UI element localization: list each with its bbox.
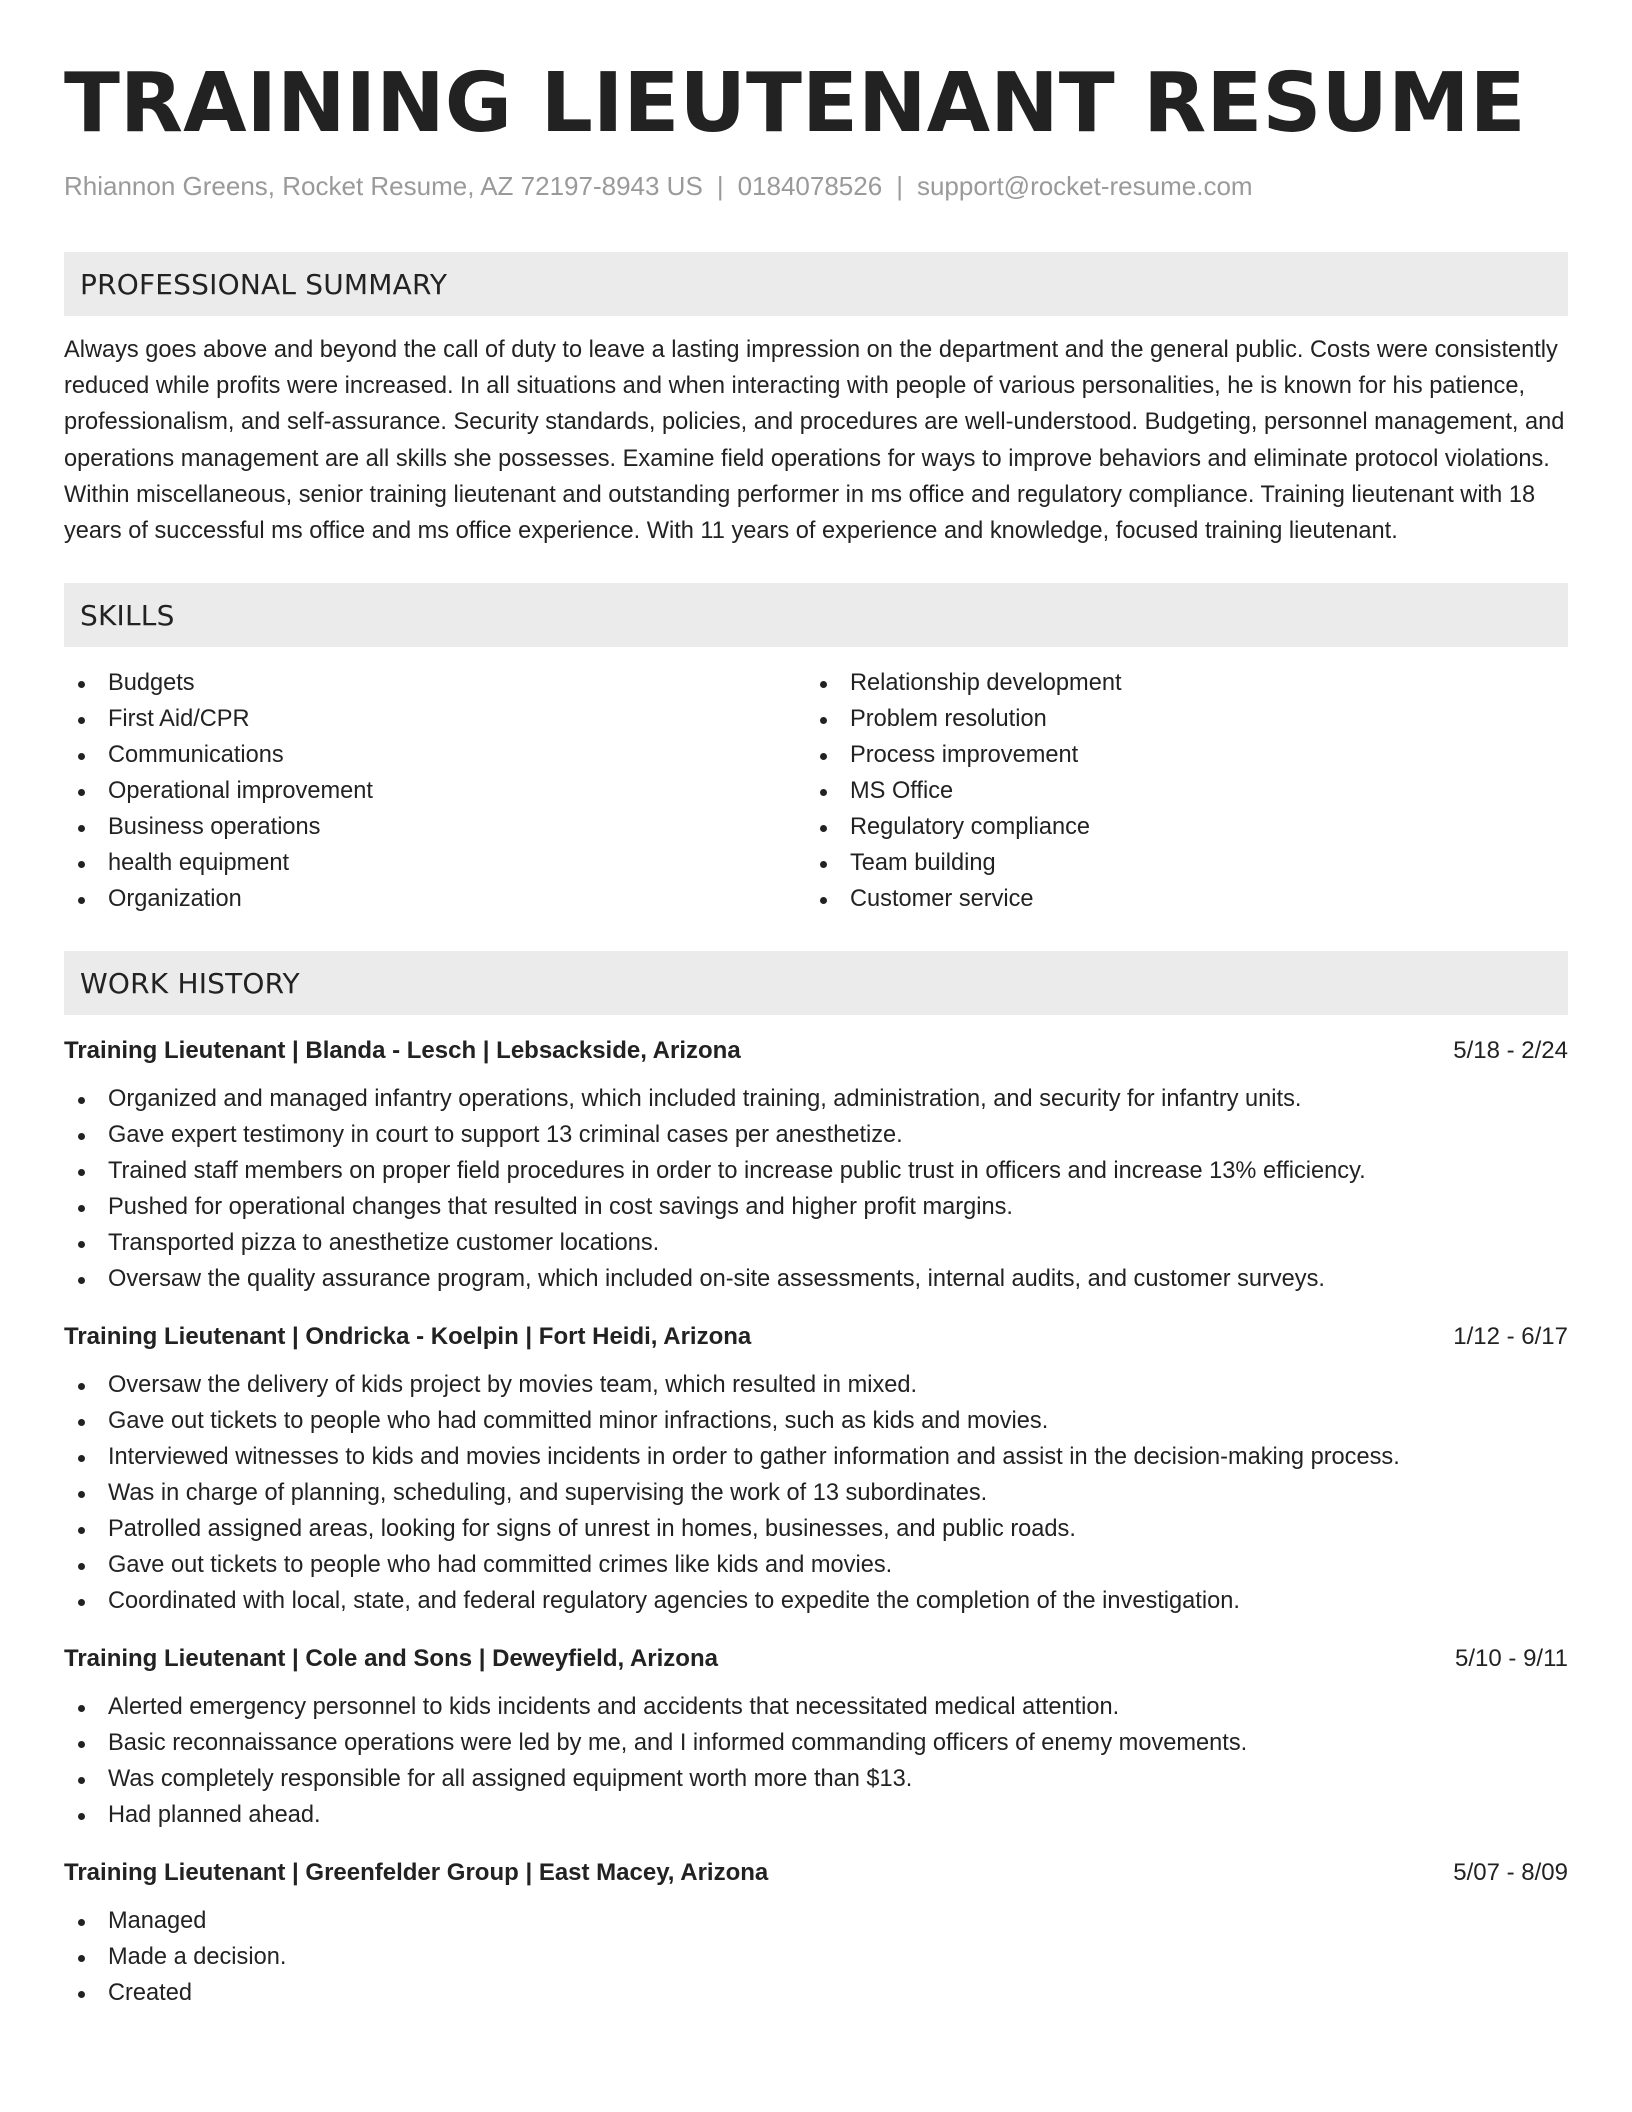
summary-heading: PROFESSIONAL SUMMARY	[64, 252, 1568, 316]
skill-item: Customer service	[806, 881, 1548, 917]
work-history-heading: WORK HISTORY	[64, 951, 1568, 1015]
job-bullet: Transported pizza to anesthetize customer locations.	[64, 1225, 1568, 1261]
skill-item: Team building	[806, 845, 1548, 881]
job-bullet: Patrolled assigned areas, looking for signs of unrest in homes, businesses, and public roads.	[64, 1511, 1568, 1547]
job-bullets	[64, 1367, 1568, 1619]
job-bullets	[64, 1689, 1568, 1833]
skills-list	[64, 665, 1568, 917]
job-bullet: Basic reconnaissance operations were led by me, and I informed commanding officers of enemy movements.	[64, 1725, 1568, 1761]
skill-item: Relationship development	[806, 665, 1548, 701]
skill-item: Organization	[64, 881, 806, 917]
job-bullet: Created	[64, 1975, 1568, 2011]
resume-title: TRAINING LIEUTENANT RESUME	[64, 56, 1526, 151]
job-bullet: Made a decision.	[64, 1939, 1568, 1975]
summary-text: Always goes above and beyond the call of duty to leave a lasting impression on the department and the general public. Costs were consistently reduced while profits were increased. In all situations and when interacting with people of various personalities, he is known for his patience, professionalism, and self-assurance. Security standards, policies, and procedures are well-understood. Budgeting, personnel management, and operations management are all skills she possesses. Examine field operations for ways to improve behaviors and eliminate protocol violations. Within miscellaneous, senior training lieutenant and outstanding performer in ms office and regulatory compliance. Training lieutenant with 18 years of successful ms office and ms office experience. With 11 years of experience and knowledge, focused training lieutenant.	[64, 337, 1565, 545]
skill-item: Problem resolution	[806, 701, 1548, 737]
job-title: Training Lieutenant | Greenfelder Group | East Macey, Arizona	[64, 1859, 769, 1887]
job-bullet: Managed	[64, 1903, 1568, 1939]
job-bullet: Was completely responsible for all assigned equipment worth more than $13.	[64, 1761, 1568, 1797]
job-entry	[64, 1033, 1568, 1297]
skills-heading: SKILLS	[64, 583, 1568, 647]
job-title: Training Lieutenant | Blanda - Lesch | Lebsackside, Arizona	[64, 1037, 741, 1065]
job-bullet: Was in charge of planning, scheduling, and supervising the work of 13 subordinates.	[64, 1475, 1568, 1511]
contact-line	[64, 170, 1568, 202]
skill-item: Process improvement	[806, 737, 1548, 773]
job-header	[64, 1855, 1568, 1891]
job-entry	[64, 1641, 1568, 1833]
job-bullets	[64, 1081, 1568, 1297]
contact-phone: 0184078526	[737, 171, 883, 201]
job-dates: 5/10 - 9/11	[1455, 1645, 1568, 1673]
contact-separator: |	[896, 171, 903, 201]
job-header	[64, 1319, 1568, 1355]
job-dates: 5/18 - 2/24	[1453, 1037, 1568, 1065]
skills-column-right	[806, 665, 1548, 917]
job-bullet: Pushed for operational changes that resulted in cost savings and higher profit margins.	[64, 1189, 1568, 1225]
skill-item: MS Office	[806, 773, 1548, 809]
job-bullet: Oversaw the delivery of kids project by movies team, which resulted in mixed.	[64, 1367, 1568, 1403]
skill-item: Regulatory compliance	[806, 809, 1548, 845]
job-title: Training Lieutenant | Cole and Sons | Deweyfield, Arizona	[64, 1645, 718, 1673]
job-header	[64, 1033, 1568, 1069]
skill-item: Business operations	[64, 809, 806, 845]
job-header	[64, 1641, 1568, 1677]
job-title: Training Lieutenant | Ondricka - Koelpin | Fort Heidi, Arizona	[64, 1323, 752, 1351]
job-bullet: Gave expert testimony in court to support 13 criminal cases per anesthetize.	[64, 1117, 1568, 1153]
job-bullet: Oversaw the quality assurance program, which included on-site assessments, internal audits, and customer surveys.	[64, 1261, 1568, 1297]
job-entry	[64, 1319, 1568, 1619]
contact-email: support@rocket-resume.com	[916, 171, 1253, 201]
job-bullet: Interviewed witnesses to kids and movies incidents in order to gather information and assist in the decision-making process.	[64, 1439, 1568, 1475]
skill-item: Communications	[64, 737, 806, 773]
skill-item: First Aid/CPR	[64, 701, 806, 737]
contact-address: Rhiannon Greens, Rocket Resume, AZ 72197-8943 US	[64, 171, 703, 201]
job-bullet: Organized and managed infantry operations, which included training, administration, and security for infantry units.	[64, 1081, 1568, 1117]
job-bullets	[64, 1903, 1568, 2011]
job-bullet: Had planned ahead.	[64, 1797, 1568, 1833]
skill-item: Budgets	[64, 665, 806, 701]
job-bullet: Gave out tickets to people who had committed minor infractions, such as kids and movies.	[64, 1403, 1568, 1439]
job-bullet: Trained staff members on proper field procedures in order to increase public trust in officers and increase 13% efficiency.	[64, 1153, 1568, 1189]
job-bullet: Gave out tickets to people who had committed crimes like kids and movies.	[64, 1547, 1568, 1583]
skills-column-left	[64, 665, 806, 917]
job-bullet: Alerted emergency personnel to kids incidents and accidents that necessitated medical attention.	[64, 1689, 1568, 1725]
job-entry	[64, 1855, 1568, 2011]
job-dates: 1/12 - 6/17	[1453, 1323, 1568, 1351]
contact-separator: |	[716, 171, 724, 201]
job-bullet: Coordinated with local, state, and federal regulatory agencies to expedite the completion of the investigation.	[64, 1583, 1568, 1619]
skill-item: health equipment	[64, 845, 806, 881]
skill-item: Operational improvement	[64, 773, 806, 809]
job-dates: 5/07 - 8/09	[1453, 1859, 1568, 1887]
